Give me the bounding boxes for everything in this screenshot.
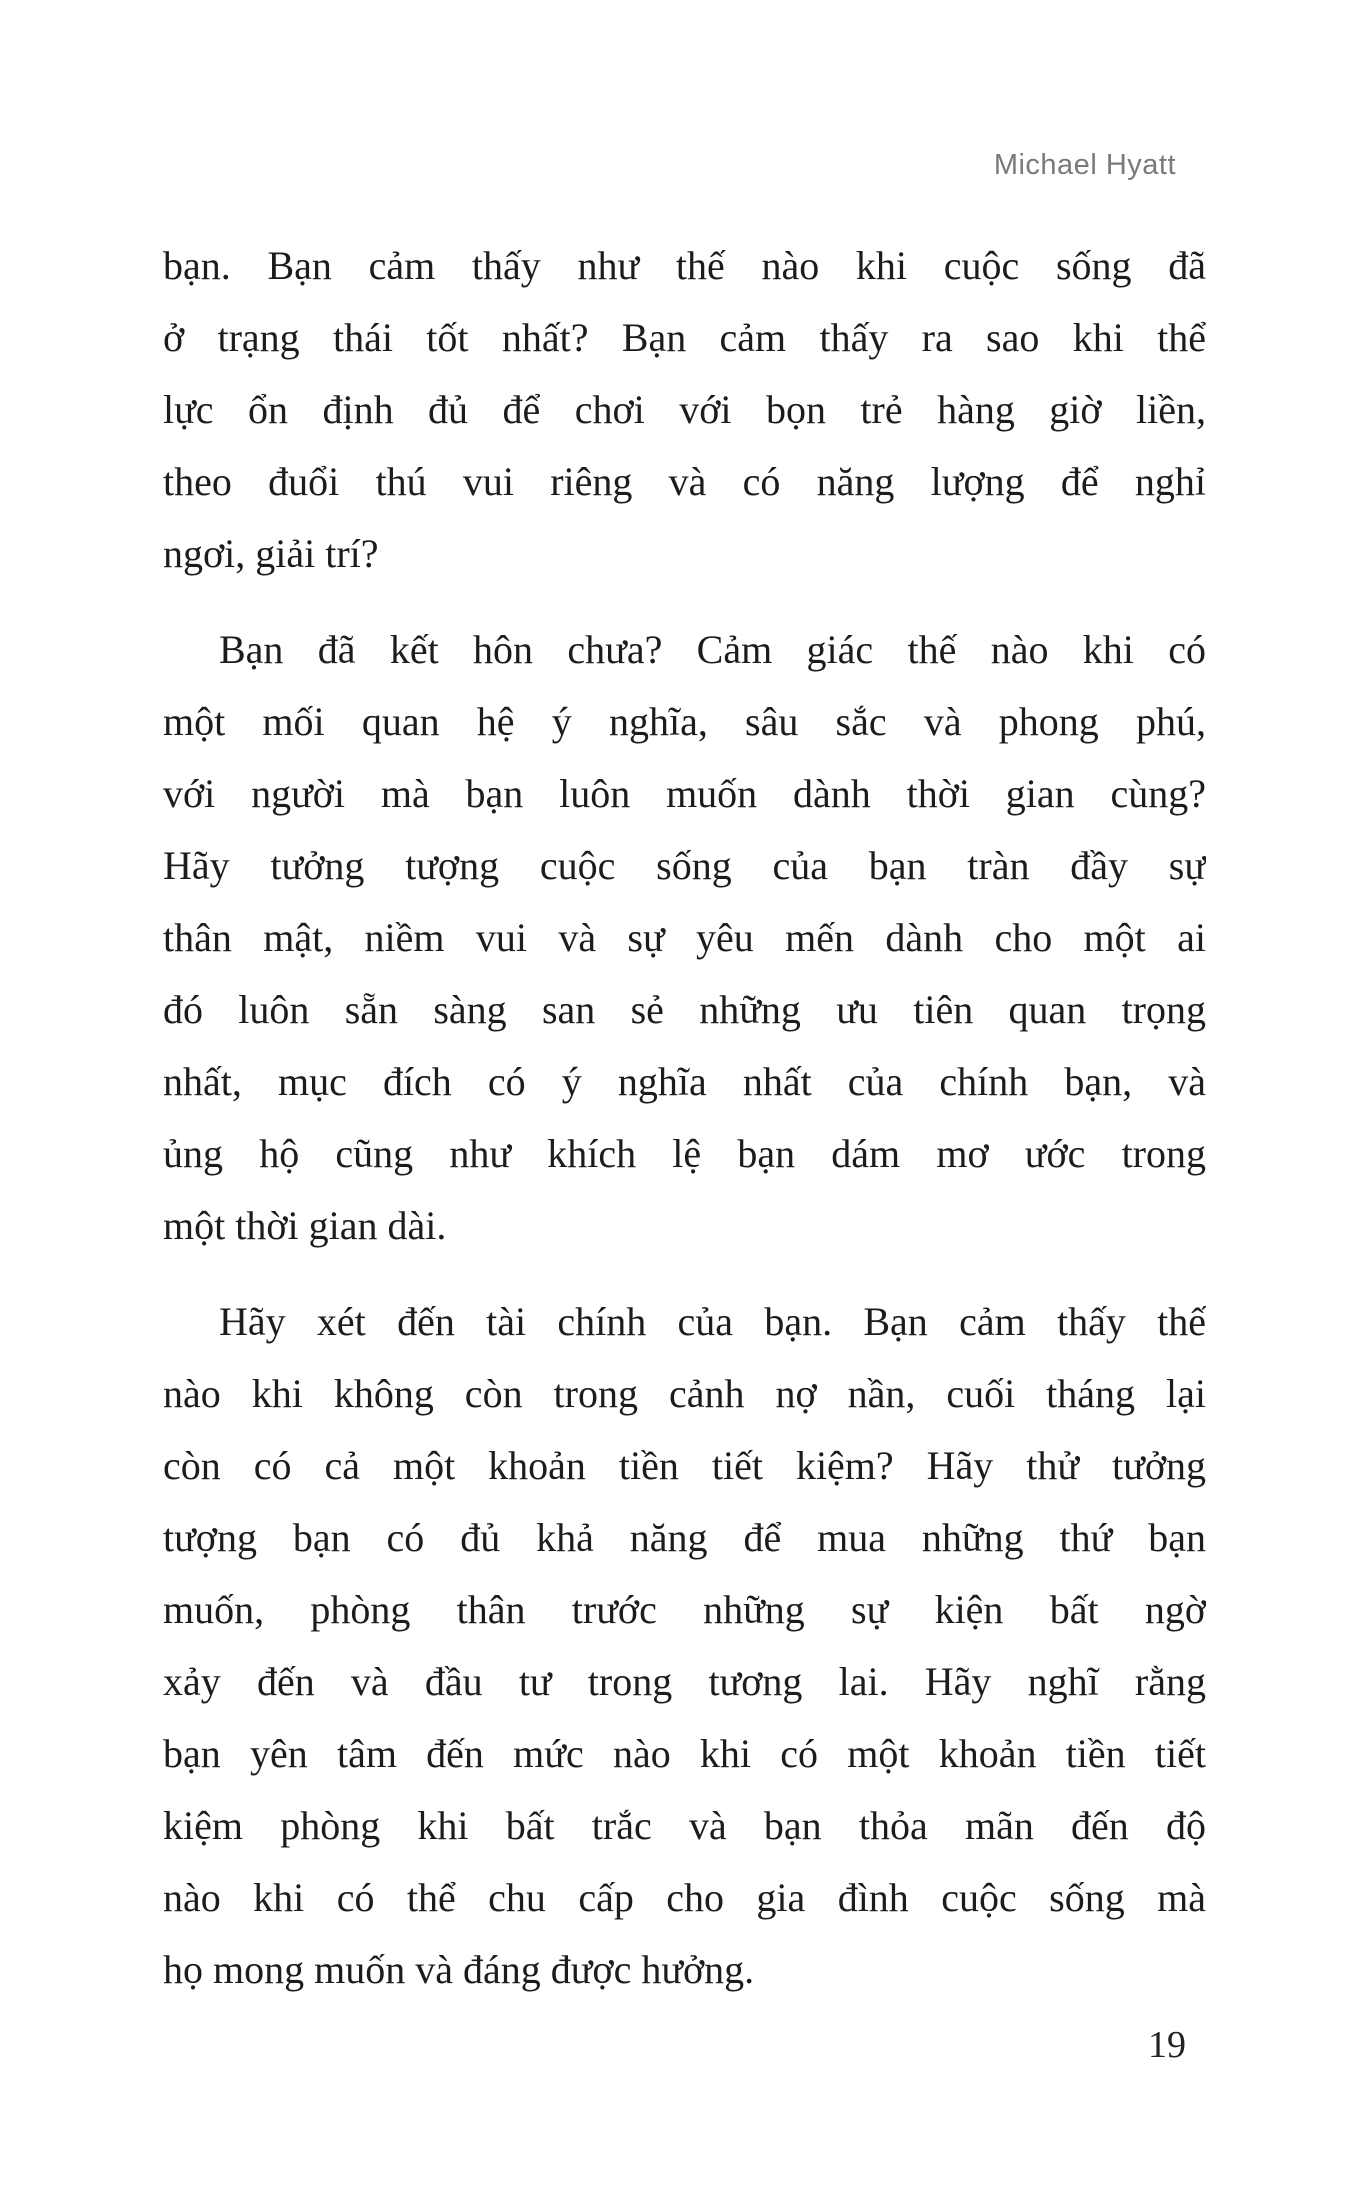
- text-line: Hãy tưởng tượng cuộc sống của bạn tràn đầy sự: [163, 843, 1206, 888]
- text-line: nhất, mục đích có ý nghĩa nhất của chính bạn, và: [163, 1059, 1206, 1104]
- paragraph: [163, 230, 1206, 590]
- text-line: muốn, phòng thân trước những sự kiện bất ngờ: [163, 1587, 1206, 1632]
- text-line: thân mật, niềm vui và sự yêu mến dành cho một ai: [163, 915, 1206, 960]
- running-header-author: Michael Hyatt: [993, 149, 1176, 181]
- paragraph: [163, 1286, 1206, 2006]
- text-line: một mối quan hệ ý nghĩa, sâu sắc và phong phú,: [163, 699, 1206, 744]
- text-line: Hãy xét đến tài chính của bạn. Bạn cảm thấy thế: [219, 1299, 1206, 1344]
- text-line: còn có cả một khoản tiền tiết kiệm? Hãy thử tưởng: [163, 1443, 1206, 1488]
- text-line: với người mà bạn luôn muốn dành thời gian cùng?: [163, 771, 1206, 816]
- text-line: lực ổn định đủ để chơi với bọn trẻ hàng giờ liền,: [163, 387, 1206, 432]
- text-line: kiệm phòng khi bất trắc và bạn thỏa mãn đến độ: [163, 1803, 1206, 1848]
- paragraph: [163, 614, 1206, 1262]
- text-line: bạn yên tâm đến mức nào khi có một khoản tiền tiết: [163, 1731, 1206, 1776]
- text-line: một thời gian dài.: [163, 1203, 447, 1248]
- body-text: [163, 230, 1206, 2006]
- text-line: nào khi không còn trong cảnh nợ nần, cuối tháng lại: [163, 1371, 1206, 1416]
- text-line: bạn. Bạn cảm thấy như thế nào khi cuộc sống đã: [163, 243, 1206, 288]
- text-line: Bạn đã kết hôn chưa? Cảm giác thế nào khi có: [219, 627, 1206, 672]
- text-line: ngơi, giải trí?: [163, 531, 379, 576]
- text-line: tượng bạn có đủ khả năng để mua những thứ bạn: [163, 1515, 1206, 1560]
- text-line: ở trạng thái tốt nhất? Bạn cảm thấy ra sao khi thể: [163, 315, 1206, 360]
- text-line: đó luôn sẵn sàng san sẻ những ưu tiên quan trọng: [163, 987, 1206, 1032]
- text-line: nào khi có thể chu cấp cho gia đình cuộc sống mà: [163, 1875, 1206, 1920]
- text-line: xảy đến và đầu tư trong tương lai. Hãy nghĩ rằng: [163, 1659, 1206, 1704]
- text-line: theo đuổi thú vui riêng và có năng lượng để nghỉ: [163, 459, 1206, 504]
- text-line: họ mong muốn và đáng được hưởng.: [163, 1947, 755, 1992]
- page-number: 19: [1148, 2024, 1186, 2066]
- text-line: ủng hộ cũng như khích lệ bạn dám mơ ước trong: [163, 1131, 1206, 1176]
